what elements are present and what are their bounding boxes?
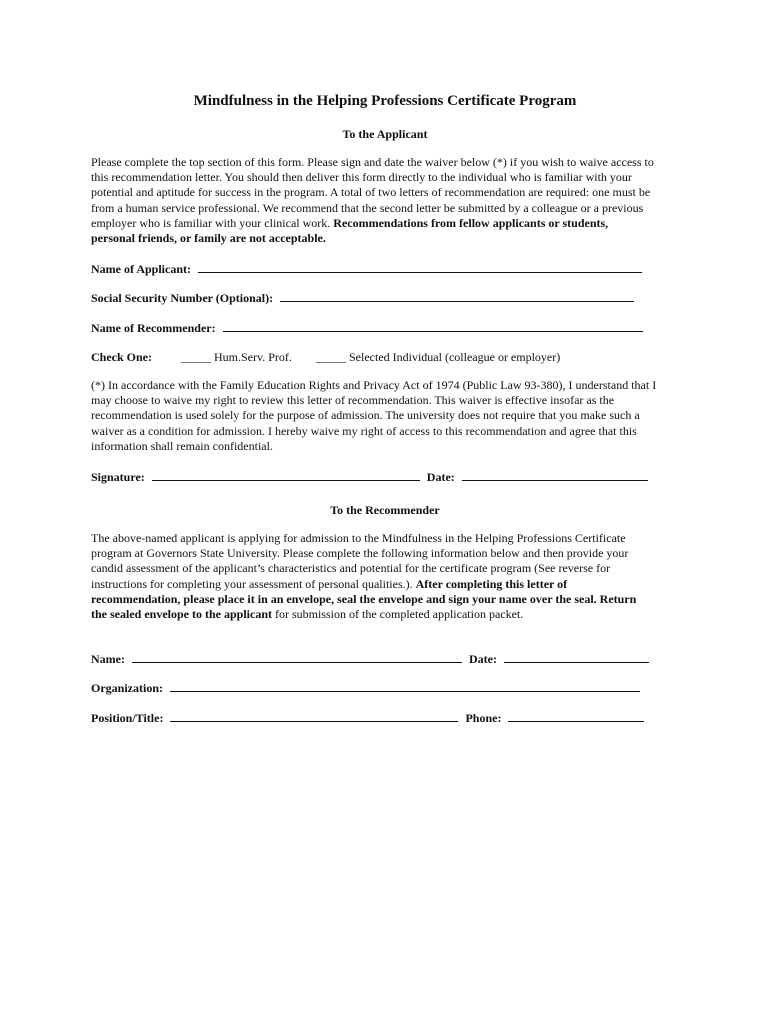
recommender-date-label: Date:: [468, 652, 497, 666]
organization-row: [91, 680, 640, 696]
check-one-row: [91, 350, 152, 365]
ssn-row: [91, 290, 634, 306]
signature-field[interactable]: [152, 469, 420, 481]
signature-date-label: Date:: [426, 470, 455, 484]
instructions-text: employer who is familiar with your clinical work.: [91, 215, 334, 230]
waiver-line: may choose to waive my right to review this letter of recommendation. This waiver is effective insofar as the: [91, 393, 615, 408]
option-human-service[interactable]: _____ Hum.Serv. Prof.: [181, 350, 292, 364]
check-one-label: Check One:: [91, 350, 152, 364]
recommender-emphasis: the sealed envelope to the applicant: [91, 607, 272, 622]
organization-label: Organization:: [91, 681, 163, 695]
recommender-emphasis: recommendation, please place it in an envelope, seal the envelope and sign your name over the seal. Return: [91, 591, 637, 606]
recommender-name-field[interactable]: [223, 320, 643, 332]
waiver-line: waiver as a condition for admission. I hereby waive my right of access to this recommendation and agree that this: [91, 423, 637, 438]
applicant-name-row: [91, 261, 642, 277]
recommender-name-input[interactable]: [132, 651, 462, 663]
applicant-section-heading: To the Applicant: [342, 127, 428, 141]
instructions-line: this recommendation letter. You should then deliver this form directly to the individual who is familiar with your: [91, 170, 632, 185]
recommender-line: candid assessment of the applicant’s characteristics and potential for the certificate program (See reverse for: [91, 561, 611, 576]
recommender-date-input[interactable]: [504, 651, 649, 663]
waiver-line: recommendation is used solely for the purpose of admission. The university does not require that you make such a: [91, 408, 640, 423]
recommender-line: The above-named applicant is applying for admission to the Mindfulness in the Helping Professions Certificate: [91, 531, 626, 545]
recommender-line: program at Governors State University. Please complete the following information below and then provide your: [91, 546, 629, 561]
instructions-line: potential and aptitude for success in the program. A total of two letters of recommendation are required: one must be: [91, 185, 651, 200]
recommender-section-heading: To the Recommender: [330, 503, 440, 517]
waiver-line: information shall remain confidential.: [91, 438, 273, 453]
waiver-statement: [91, 378, 686, 454]
phone-input[interactable]: [508, 710, 644, 722]
applicant-instructions: [91, 155, 686, 246]
recommender-line: [91, 607, 686, 622]
instructions-emphasis: Recommendations from fellow applicants or students,: [333, 215, 609, 230]
recommender-instructions: [91, 531, 686, 622]
recommender-name-contact-row: [91, 651, 649, 667]
waiver-line: (*) In accordance with the Family Education Rights and Privacy Act of 1974 (Public Law 93-380), I understand that I: [91, 378, 657, 392]
recommender-name-row: [91, 320, 643, 336]
recommender-emphasis: After completing this letter of: [415, 576, 568, 591]
applicant-name-field[interactable]: [198, 261, 642, 273]
recommender-name-label: Name of Recommender:: [91, 321, 216, 335]
option-selected-individual[interactable]: _____ Selected Individual (colleague or employer): [316, 350, 561, 364]
recommender-line: [91, 577, 686, 592]
instructions-line: [91, 216, 686, 231]
recommender-text: instructions for completing your assessment of personal qualities.).: [91, 576, 416, 591]
recommender-name-label: Name:: [91, 652, 125, 666]
organization-input[interactable]: [170, 680, 640, 692]
phone-label: Phone:: [465, 711, 502, 725]
recommender-text: for submission of the completed application packet.: [272, 607, 524, 622]
signature-label: Signature:: [91, 470, 145, 484]
ssn-field[interactable]: [280, 290, 634, 302]
signature-row: [91, 469, 648, 485]
form-title: Mindfulness in the Helping Professions Certificate Program: [193, 93, 577, 109]
signature-date-field[interactable]: [462, 469, 648, 481]
position-label: Position/Title:: [91, 711, 164, 725]
instructions-emphasis: personal friends, or family are not acceptable.: [91, 231, 326, 246]
instructions-line: from a human service professional. We recommend that the second letter be submitted by a colleague or a previous: [91, 200, 644, 215]
instructions-line: Please complete the top section of this form. Please sign and date the waiver below (*) if you wish to waive access to: [91, 155, 654, 169]
applicant-name-label: Name of Applicant:: [91, 262, 191, 276]
position-input[interactable]: [170, 710, 458, 722]
position-row: [91, 710, 644, 726]
ssn-label: Social Security Number (Optional):: [91, 291, 274, 305]
